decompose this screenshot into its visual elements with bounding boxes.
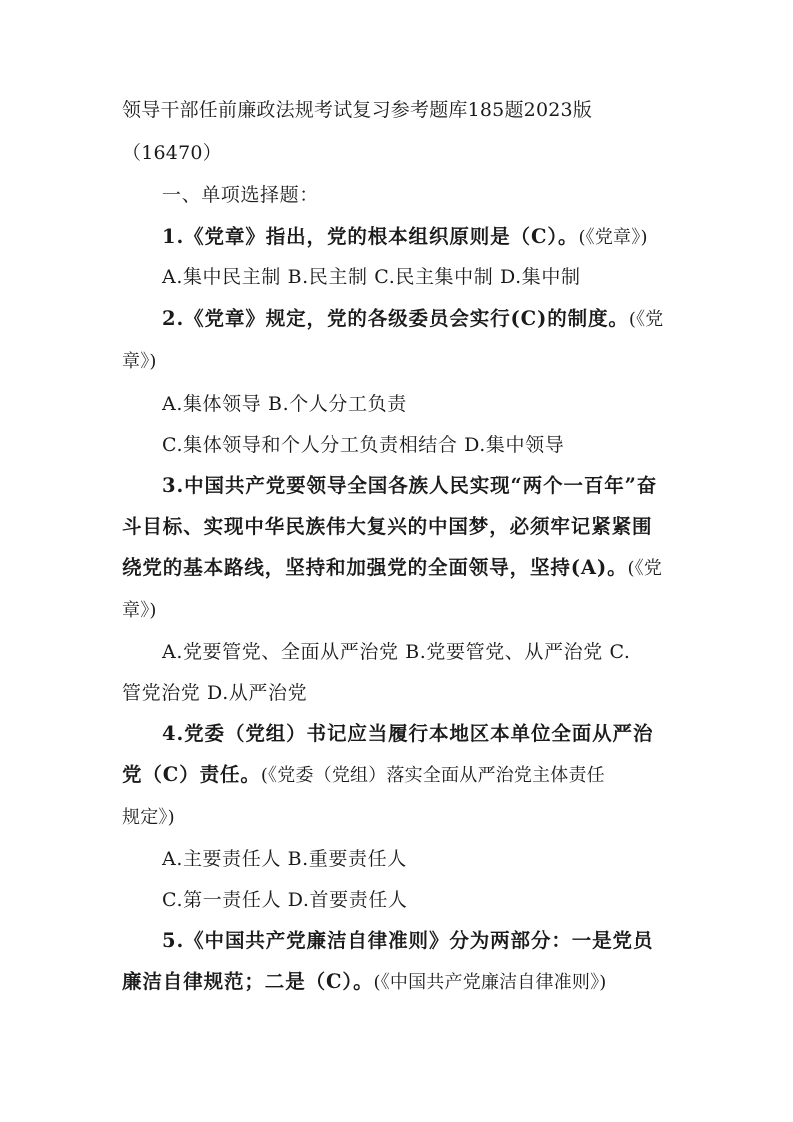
question-2-source-cont: 章》) [122,351,157,372]
question-4-text-2: 党（C）责任。 [122,763,261,786]
question-5-text-1: 5.《中国共产党廉洁自律准则》分为两部分：一是党员 [162,929,654,952]
question-5-line-2 [122,970,682,995]
section-heading: 一、单项选择题： [162,184,319,206]
question-2-source: (《党 [628,309,664,330]
question-3-text-2: 斗目标、实现中华民族伟大复兴的中国梦，必须牢记紧紧围 [122,515,653,538]
question-4-line-3 [122,805,682,830]
question-1-options: A.集中民主制 B.民主制 C.民主集中制 D.集中制 [162,266,581,288]
document-title-line1: 领导干部任前廉政法规考试复习参考题库185题2023版 [122,99,593,121]
question-3-text-3: 绕党的基本路线，坚持和加强党的全面领导，坚持(A)。 [122,556,628,579]
question-4-options-2: C.第一责任人 D.首要责任人 [162,889,408,911]
question-2-line-2 [122,349,682,374]
question-3-line-4 [122,598,682,623]
question-3-line-3 [122,556,682,581]
question-2-text: 2.《党章》规定，党的各级委员会实行(C)的制度。 [162,307,629,330]
question-4-line-1 [162,722,682,746]
question-3-source-cont: 章》) [122,600,157,621]
document-title-line2: （16470） [122,142,222,164]
question-1-line-1 [162,225,682,250]
question-1-text: 1.《党章》指出，党的根本组织原则是（C）。 [162,225,579,248]
question-5-line-1 [162,929,682,953]
question-3-line-2 [122,515,682,539]
question-4-options-1: A.主要责任人 B.重要责任人 [162,848,407,870]
question-5-text-2: 廉洁自律规范；二是（C）。 [122,970,374,993]
question-3-line-1 [162,474,682,498]
question-3-options-1: A.党要管党、全面从严治党 B.党要管党、从严治党 C. [162,641,631,663]
question-4-source: (《党委（党组）落实全面从严治党主体责任 [260,765,605,786]
question-5-source: (《中国共产党廉洁自律准则》) [373,972,607,993]
question-2-options-2: C.集体领导和个人分工负责相结合 D.集中领导 [162,434,565,456]
question-2-line-1 [162,307,682,332]
question-4-line-2 [122,763,682,788]
question-3-options-2: 管党治党 D.从严治党 [122,682,308,704]
question-1-source: (《党章》) [578,227,648,248]
question-4-source-cont: 规定》) [122,807,175,828]
question-4-text-1: 4.党委（党组）书记应当履行本地区本单位全面从严治 [162,722,654,745]
question-2-options-1: A.集体领导 B.个人分工负责 [162,393,407,415]
question-3-text-1: 3.中国共产党要领导全国各族人民实现“两个一百年”奋 [162,474,658,497]
question-3-source: (《党 [627,558,663,579]
